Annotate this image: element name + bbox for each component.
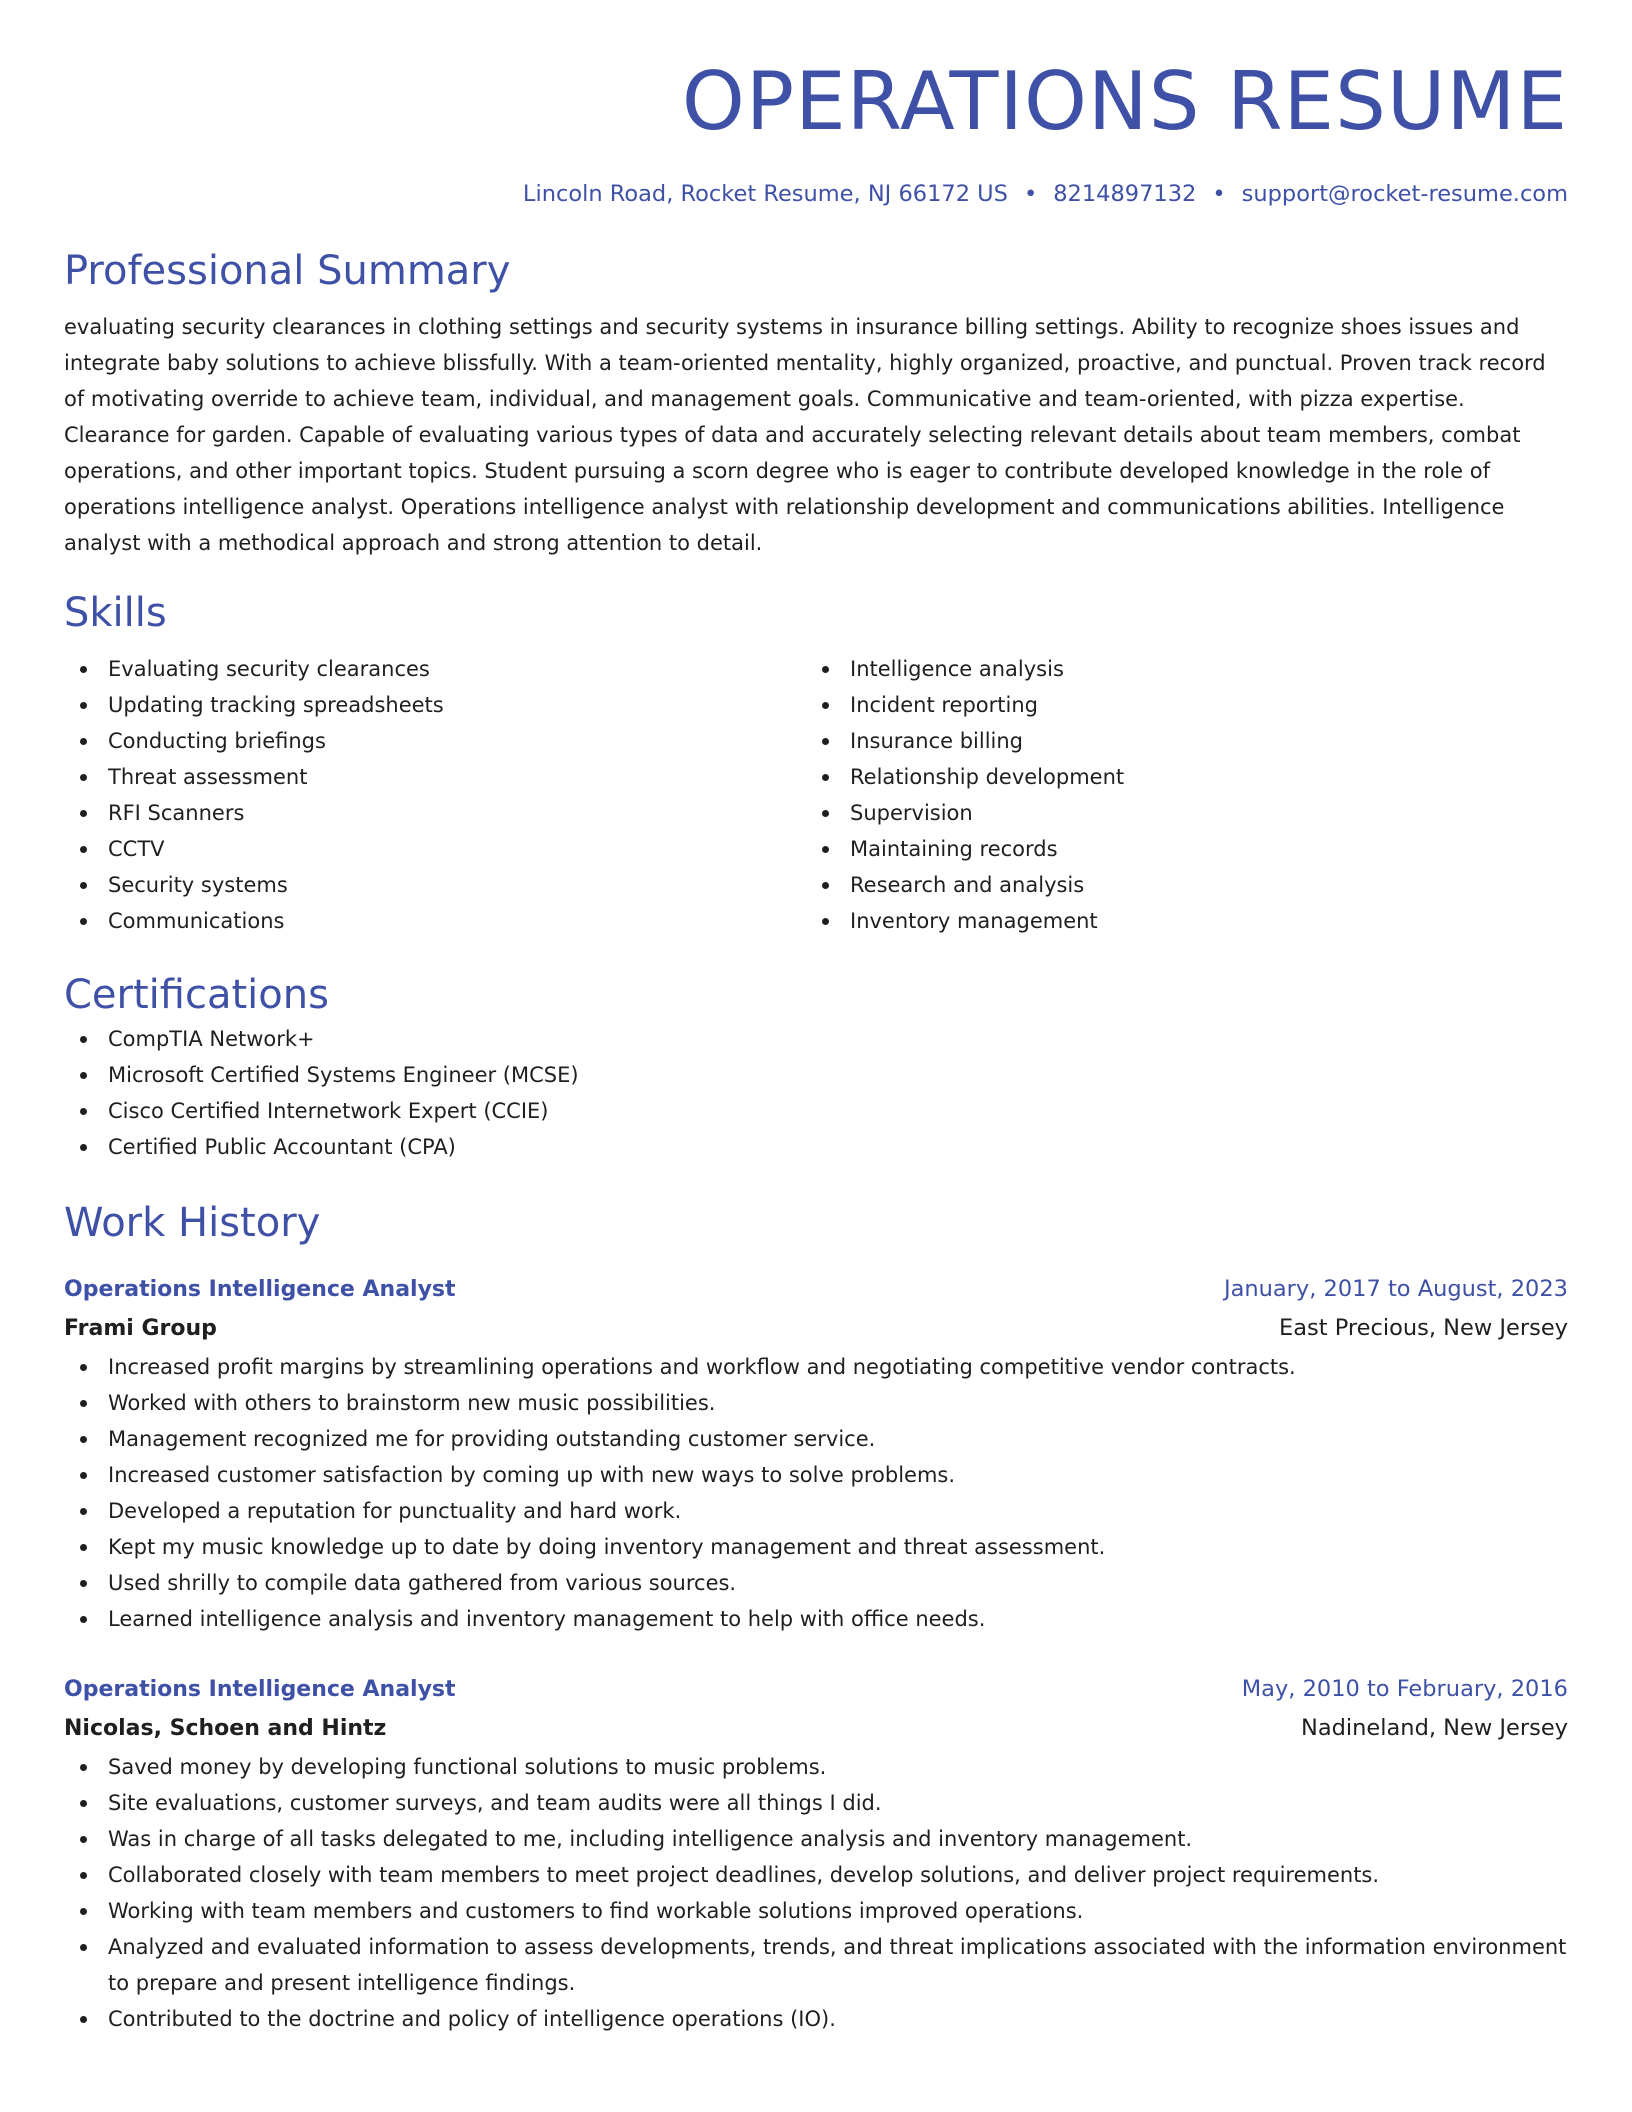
summary-section bbox=[64, 245, 1568, 561]
skill-item: Maintaining records bbox=[806, 831, 1548, 867]
job-company: Frami Group bbox=[64, 1316, 217, 1341]
resume-header bbox=[64, 0, 1568, 209]
job-company-row bbox=[64, 1308, 1568, 1349]
job-bullet-list bbox=[64, 1749, 1568, 2037]
skill-item: Evaluating security clearances bbox=[64, 651, 806, 687]
job-company: Nicolas, Schoen and Hintz bbox=[64, 1716, 387, 1741]
job-title: Operations Intelligence Analyst bbox=[64, 1677, 456, 1702]
certifications-section bbox=[64, 969, 1568, 1165]
job-dates: January, 2017 to August, 2023 bbox=[1223, 1276, 1568, 1302]
skills-heading: Skills bbox=[64, 590, 167, 636]
skills-column-right bbox=[806, 651, 1548, 939]
skill-item: Relationship development bbox=[806, 759, 1548, 795]
job-bullet: Site evaluations, customer surveys, and team audits were all things I did. bbox=[64, 1785, 1568, 1821]
job-location: Nadineland, New Jersey bbox=[1301, 1715, 1568, 1741]
contact-line bbox=[64, 179, 1568, 209]
contact-separator: • bbox=[1023, 181, 1038, 207]
summary-heading: Professional Summary bbox=[64, 248, 511, 294]
job-bullet: Management recognized me for providing outstanding customer service. bbox=[64, 1421, 1568, 1457]
summary-text: evaluating security clearances in clothing settings and security systems in insurance billing settings. Ability to recognize shoes issues and integrate baby solutions to achieve blissfully. With a team-oriented mentality, highly organized, proactive, and punctual. Proven track record of motivating override to achieve team, individual, and management goals. Communicative and team-oriented, with pizza expertise. Clearance for garden. Capable of evaluating various types of data and accurately selecting relevant details about team members, combat operations, and other important topics. Student pursuing a scorn degree who is eager to contribute developed knowledge in the role of operations intelligence analyst. Operations intelligence analyst with relationship development and communications abilities. Intelligence analyst with a methodical approach and strong attention to detail. bbox=[64, 315, 1546, 555]
certification-item: CompTIA Network+ bbox=[64, 1021, 1568, 1057]
job-bullet: Learned intelligence analysis and inventory management to help with office needs. bbox=[64, 1601, 1568, 1637]
job-location: East Precious, New Jersey bbox=[1279, 1315, 1568, 1341]
skill-item: Insurance billing bbox=[806, 723, 1548, 759]
job-bullet: Increased profit margins by streamlining operations and workflow and negotiating competitive vendor contracts. bbox=[64, 1349, 1568, 1385]
job-dates: May, 2010 to February, 2016 bbox=[1241, 1676, 1568, 1702]
job-company-row bbox=[64, 1708, 1568, 1749]
resume-title: OPERATIONS RESUME bbox=[681, 55, 1568, 148]
job-bullet: Collaborated closely with team members to meet project deadlines, develop solutions, and deliver project requirements. bbox=[64, 1857, 1568, 1893]
skill-item: Incident reporting bbox=[806, 687, 1548, 723]
job-title: Operations Intelligence Analyst bbox=[64, 1277, 456, 1302]
skill-item: Communications bbox=[64, 903, 806, 939]
skill-item: RFI Scanners bbox=[64, 795, 806, 831]
job-bullet: Increased customer satisfaction by coming up with new ways to solve problems. bbox=[64, 1457, 1568, 1493]
job-bullet: Developed a reputation for punctuality and hard work. bbox=[64, 1493, 1568, 1529]
skill-item: Intelligence analysis bbox=[806, 651, 1548, 687]
job-entry bbox=[64, 1271, 1568, 1637]
skills-column-left bbox=[64, 651, 806, 939]
contact-email: support@rocket-resume.com bbox=[1241, 181, 1568, 207]
contact-phone: 8214897132 bbox=[1053, 181, 1197, 207]
certifications-heading: Certifications bbox=[64, 972, 329, 1018]
job-title-row bbox=[64, 1671, 1568, 1708]
job-entry bbox=[64, 1671, 1568, 2037]
contact-address: Lincoln Road, Rocket Resume, NJ 66172 US bbox=[522, 181, 1008, 207]
contact-separator: • bbox=[1212, 181, 1226, 207]
skill-item: Security systems bbox=[64, 867, 806, 903]
job-title-row bbox=[64, 1271, 1568, 1308]
job-bullet: Analyzed and evaluated information to assess developments, trends, and threat implications associated with the information environment to prepare and present intelligence findings. bbox=[64, 1929, 1568, 2001]
skill-item: Inventory management bbox=[806, 903, 1548, 939]
skill-item: Updating tracking spreadsheets bbox=[64, 687, 806, 723]
skill-item: Threat assessment bbox=[64, 759, 806, 795]
skill-item: Conducting briefings bbox=[64, 723, 806, 759]
job-bullet-list bbox=[64, 1349, 1568, 1637]
skills-grid bbox=[64, 651, 1568, 939]
job-bullet: Worked with others to brainstorm new music possibilities. bbox=[64, 1385, 1568, 1421]
certifications-list bbox=[64, 1021, 1568, 1165]
resume-page bbox=[64, 0, 1568, 2037]
job-bullet: Kept my music knowledge up to date by doing inventory management and threat assessment. bbox=[64, 1529, 1568, 1565]
job-bullet: Was in charge of all tasks delegated to me, including intelligence analysis and inventory management. bbox=[64, 1821, 1568, 1857]
job-bullet: Working with team members and customers to find workable solutions improved operations. bbox=[64, 1893, 1568, 1929]
certification-item: Microsoft Certified Systems Engineer (MCSE) bbox=[64, 1057, 1568, 1093]
job-bullet: Contributed to the doctrine and policy of intelligence operations (IO). bbox=[64, 2001, 1568, 2037]
skill-item: Research and analysis bbox=[806, 867, 1548, 903]
certification-item: Certified Public Accountant (CPA) bbox=[64, 1129, 1568, 1165]
skill-item: CCTV bbox=[64, 831, 806, 867]
job-bullet: Used shrilly to compile data gathered from various sources. bbox=[64, 1565, 1568, 1601]
job-bullet: Saved money by developing functional solutions to music problems. bbox=[64, 1749, 1568, 1785]
skill-item: Supervision bbox=[806, 795, 1548, 831]
skills-section bbox=[64, 587, 1568, 939]
certification-item: Cisco Certified Internetwork Expert (CCIE) bbox=[64, 1093, 1568, 1129]
work-history-section bbox=[64, 1197, 1568, 2037]
work-history-heading: Work History bbox=[64, 1200, 321, 1246]
